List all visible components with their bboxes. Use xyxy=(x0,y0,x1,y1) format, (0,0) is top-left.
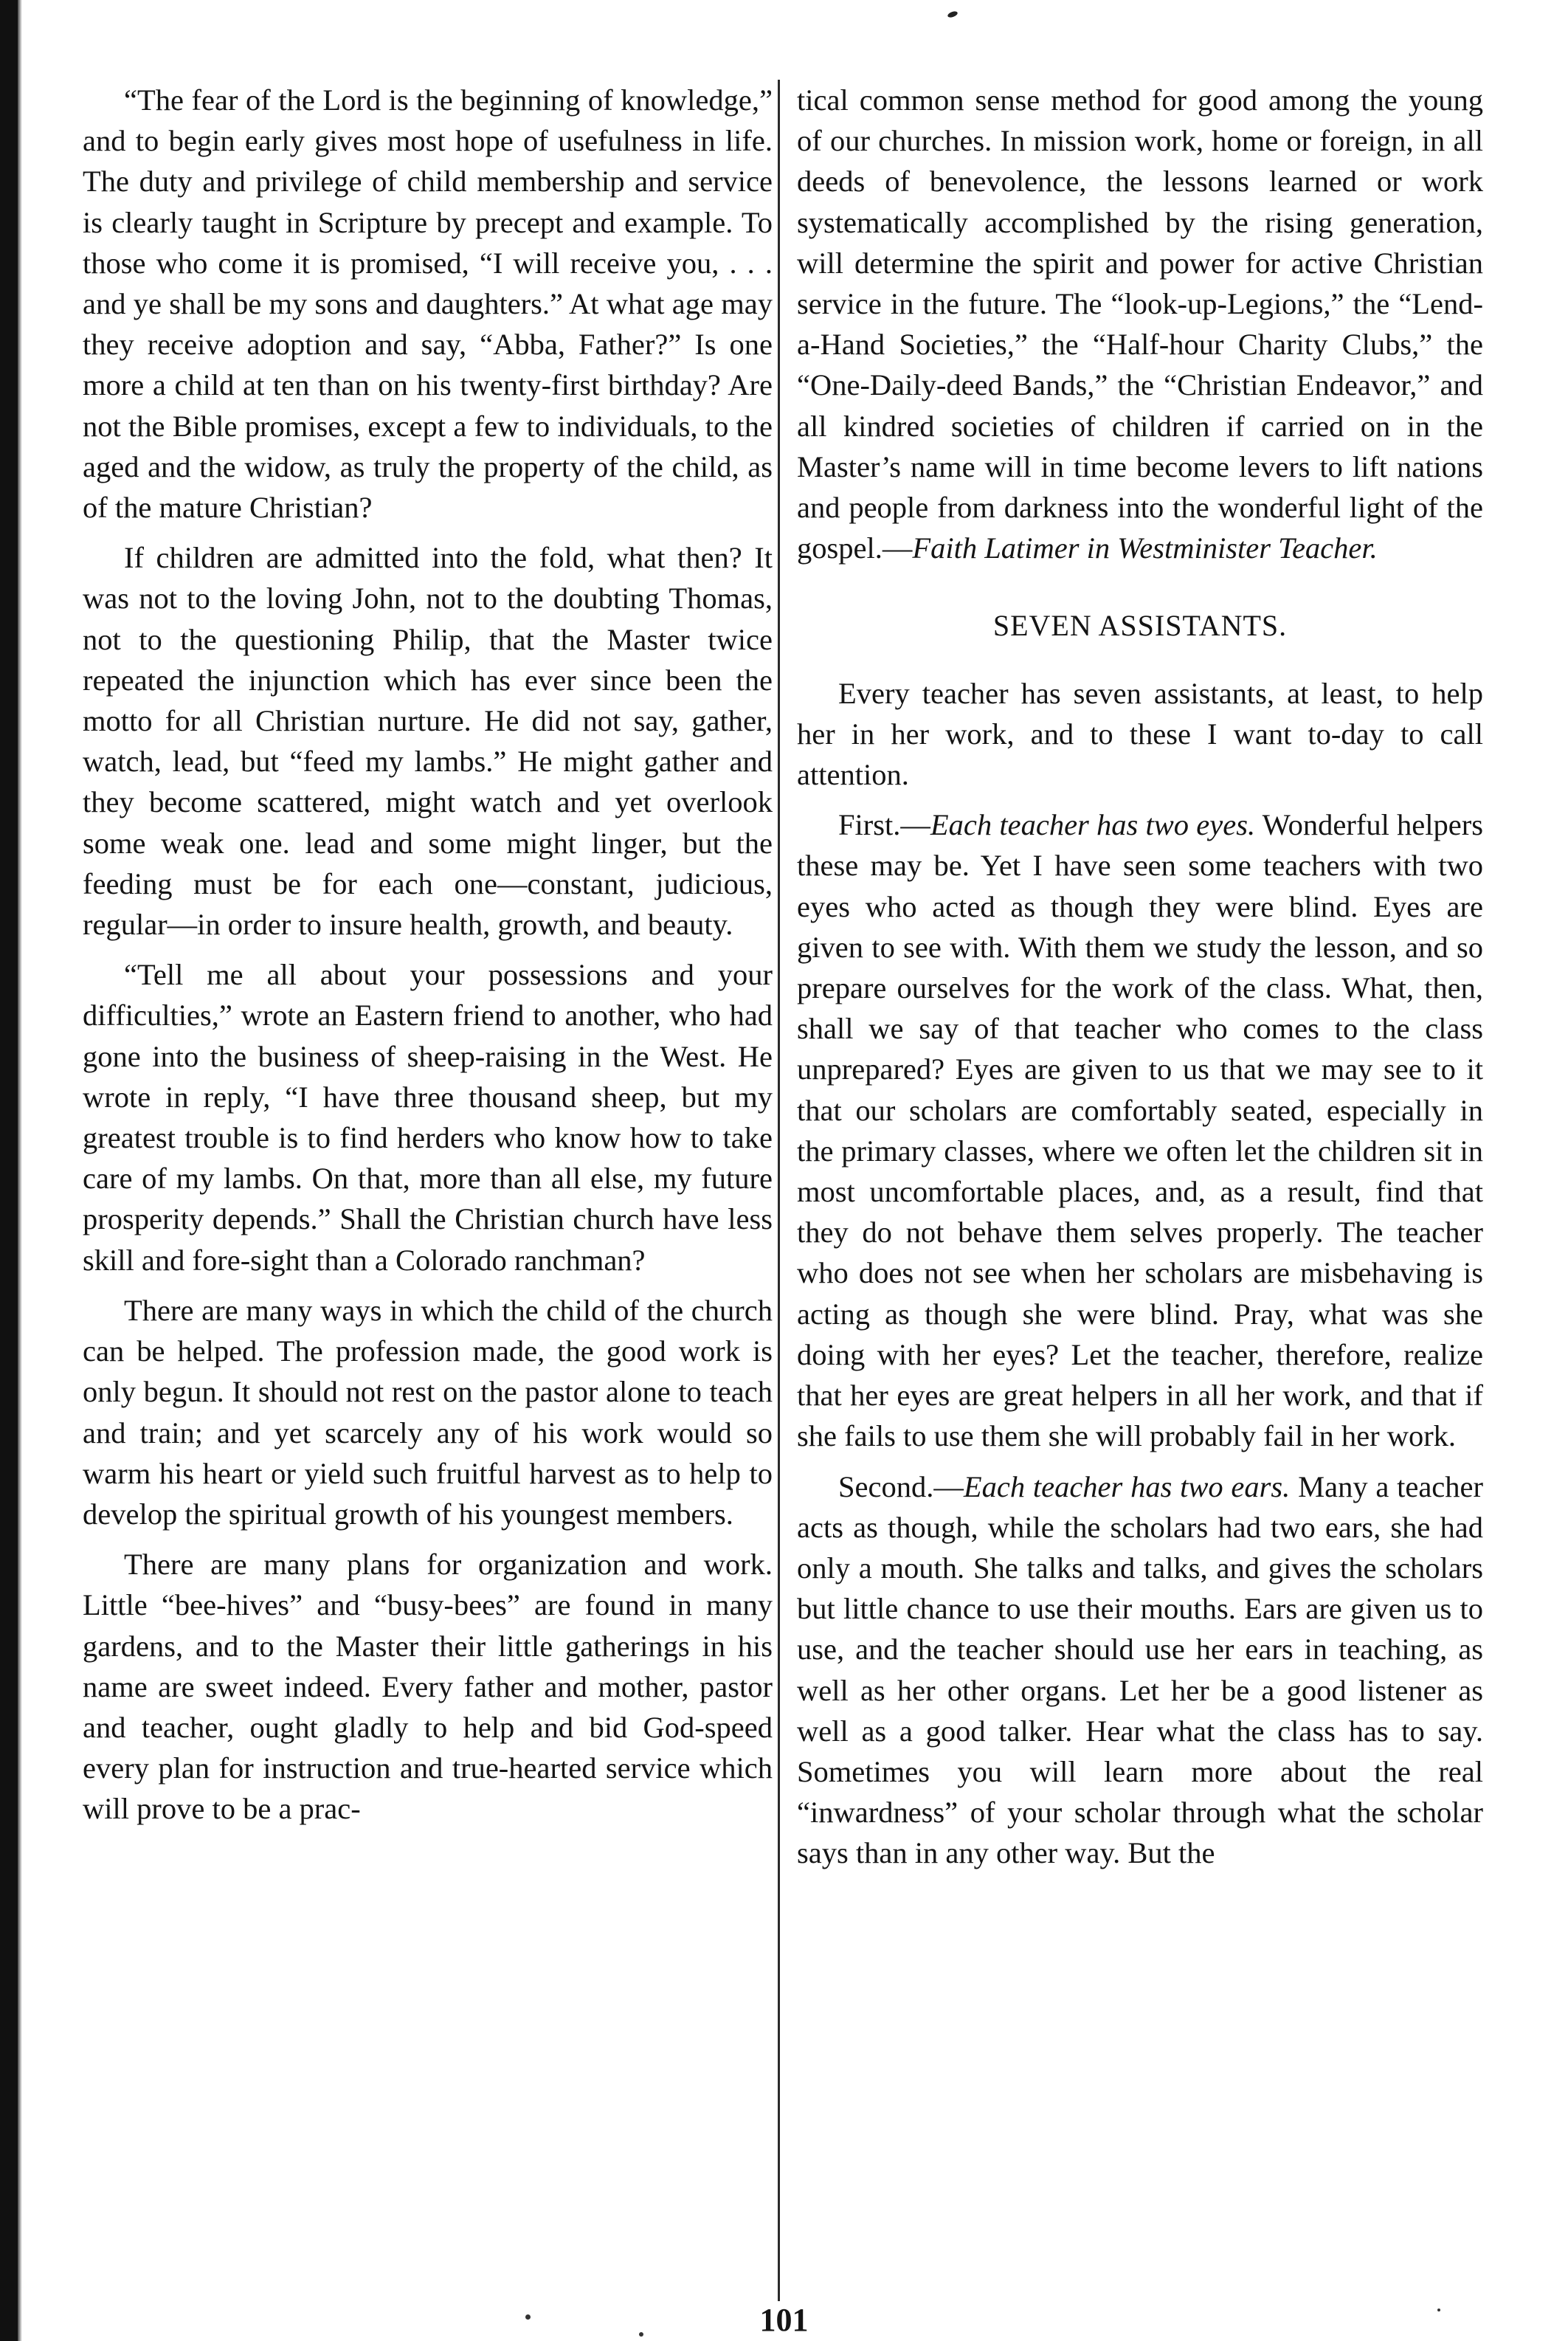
second-body: Many a teacher acts as though, while the scholars had two ears, she had only a mouth. She talks and talks, and gives the scholars but little chance to use their mouths. Ears are given us to use, and the teacher should use her ears in teaching, as well as her other organs. Let her be a good listener as well as a good talker. Hear what the class has to say. Sometimes you will learn more about the real “inwardness” of your scholar through what the scholar says than in any other way. But the xyxy=(797,1469,1483,1870)
print-speck-top xyxy=(947,10,959,18)
source-attribution: Faith Latimer in Westminister Teacher. xyxy=(912,531,1378,565)
continuation-text: tical common sense method for good among the young of our churches. In mission work, home or foreign, in all deeds of benevolence, the lessons learned or work systematically accomplished by the rising generation, will determine the spirit and power for active Christian service in the future. The “look-up-Legions,” the “Lend-a-Hand Societies,” the “Half-hour Charity Clubs,” the “One-Daily-deed Bands,” the “Christian Endeavor,” and all kindred societies of children if carried on in the Master’s name will in time become levers to lift nations and people from darkness into the wonderful light of the gospel.— xyxy=(797,83,1483,565)
first-title: Each teacher has two eyes. xyxy=(930,808,1256,842)
print-speck xyxy=(639,2332,643,2337)
first-assistant-paragraph xyxy=(797,804,1483,1456)
left-column xyxy=(83,80,773,1839)
first-body: Wonderful helpers these may be. Yet I have seen some teachers with two eyes who acted as though they were blind. Eyes are given to see with. With them we study the lesson, and so prepare ourselves for the work of the class. What, then, shall we say of that teacher who comes to the class unprepared? Eyes are given to us that we may see to it that our scholars are comfortably seated, especially in the primary classes, where we often let the children sit in most uncomfortable places, and, as a result, find that they do not behave them selves properly. The teacher who does not see when her scholars are misbehaving is acting as though she were blind. Pray, what was she doing with her eyes? Let the teacher, therefore, realize that her eyes are great helpers in all her work, and that if she fails to use them she will probably fail in her work. xyxy=(797,808,1484,1453)
print-speck xyxy=(525,2314,531,2320)
section-heading: SEVEN ASSISTANTS. xyxy=(992,609,1288,643)
second-label: Second.— xyxy=(838,1469,964,1503)
page-number: 101 xyxy=(759,2302,809,2338)
print-speck xyxy=(1437,2309,1440,2311)
left-paragraph-3: “Tell me all about your possessions and your difficulties,” wrote an Eastern friend to another, who had gone into the business of sheep-raising in the West. He wrote in reply, “I have three thousand sheep, but my greatest trouble is to find herders who know how to take care of my lambs. On that, more than all else, my future prosperity depends.” Shall the Christian church have less skill and fore-sight than a Colorado ranchman? xyxy=(83,958,773,1277)
left-paragraph-4: There are many ways in which the child of the church can be helped. The profession made, the good work is only begun. It should not rest on the pastor alone to teach and train; and yet scarcely any of his work would so warm his heart or yield such fruitful harvest as to help to develop the spiritual growth of his youngest members. xyxy=(83,1293,773,1531)
left-paragraph-5: There are many plans for organization and work. Little “bee-hives” and “busy-bees” are found in many gardens, and to the Master their little gatherings in his name are sweet indeed. Every father and mother, pastor and teacher, ought gladly to help and bid God-speed every plan for instruction and true-hearted service which will prove to be a prac- xyxy=(83,1548,773,1826)
first-label: First.— xyxy=(838,808,930,842)
left-paragraph-1: “The fear of the Lord is the beginning of knowledge,” and to begin early gives most hope of usefulness in life. The duty and privilege of child membership and service is clearly taught in Scripture by precept and example. To those who come it is promised, “I will receive you, . . . and ye shall be my sons and daughters.” At what age may they receive adoption and say, “Abba, Father?” Is one more a child at ten than on his twenty-first birthday? Are not the Bible promises, except a few to individuals, to the aged and the widow, as truly the property of the child, as of the mature Christian? xyxy=(83,83,773,525)
book-spine-gradient xyxy=(18,0,22,2341)
right-continuation-paragraph xyxy=(797,80,1483,568)
column-divider xyxy=(778,80,780,2301)
intro-paragraph: Every teacher has seven assistants, at least, to help her in her work, and to these I want to-day to call attention. xyxy=(797,676,1483,792)
book-spine-shadow xyxy=(0,0,18,2341)
second-assistant-paragraph xyxy=(797,1466,1483,1874)
right-column xyxy=(797,80,1483,1883)
second-title: Each teacher has two ears. xyxy=(963,1469,1291,1503)
left-paragraph-2: If children are admitted into the fold, what then? It was not to the loving John, not to the doubting Thomas, not to the questioning Philip, that the Master twice repeated the injunction which has ever since been the motto for all Christian nurture. He did not say, gather, watch, lead, but “feed my lambs.” He might gather and they become scattered, might watch and yet overlook some weak one. lead and some might linger, but the feeding must be for each one—constant, judicious, regular—in order to insure health, growth, and beauty. xyxy=(83,541,773,942)
